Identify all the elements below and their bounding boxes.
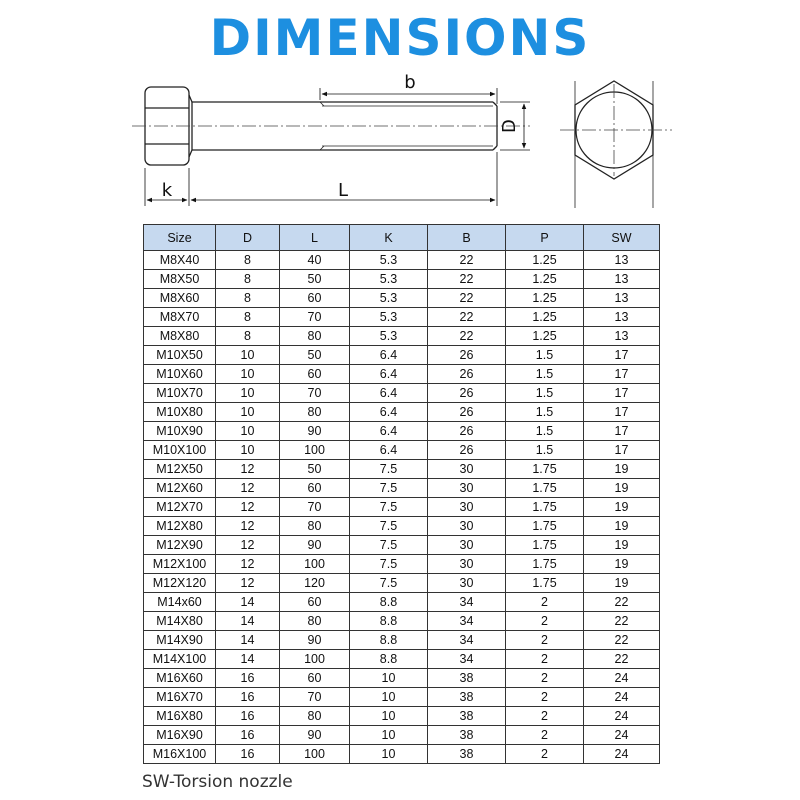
table-cell: 7.5 <box>350 498 428 517</box>
table-cell: 10 <box>216 403 280 422</box>
table-cell: 17 <box>584 384 660 403</box>
table-cell: M10X100 <box>144 441 216 460</box>
table-cell: M12X50 <box>144 460 216 479</box>
table-cell: 8.8 <box>350 650 428 669</box>
table-cell: 19 <box>584 479 660 498</box>
table-cell: 2 <box>506 612 584 631</box>
table-cell: 13 <box>584 308 660 327</box>
table-cell: 6.4 <box>350 365 428 384</box>
table-cell: 1.25 <box>506 327 584 346</box>
dimensions-table <box>143 224 660 764</box>
table-cell: 5.3 <box>350 270 428 289</box>
table-cell: 90 <box>280 631 350 650</box>
table-cell: M16X100 <box>144 745 216 764</box>
table-cell: 16 <box>216 726 280 745</box>
table-cell: 1.5 <box>506 422 584 441</box>
table-cell: 19 <box>584 536 660 555</box>
table-cell: 7.5 <box>350 555 428 574</box>
table-cell: 60 <box>280 365 350 384</box>
table-cell: 17 <box>584 422 660 441</box>
table-cell: 34 <box>428 631 506 650</box>
table-cell: 38 <box>428 707 506 726</box>
table-cell: 1.75 <box>506 555 584 574</box>
table-cell: 30 <box>428 536 506 555</box>
table-row <box>144 555 660 574</box>
table-cell: M10X50 <box>144 346 216 365</box>
table-cell: M10X70 <box>144 384 216 403</box>
column-header: B <box>428 225 506 251</box>
table-cell: M14x60 <box>144 593 216 612</box>
table-cell: 22 <box>428 270 506 289</box>
page-title: DIMENSIONS <box>209 9 591 67</box>
table-row <box>144 631 660 650</box>
table-cell: 22 <box>428 289 506 308</box>
table-row <box>144 726 660 745</box>
table-cell: 12 <box>216 517 280 536</box>
table-cell: 14 <box>216 650 280 669</box>
table-cell: 12 <box>216 555 280 574</box>
table-cell: 22 <box>428 327 506 346</box>
table-cell: 10 <box>216 346 280 365</box>
table-cell: 7.5 <box>350 574 428 593</box>
table-row <box>144 707 660 726</box>
table-cell: 6.4 <box>350 346 428 365</box>
table-cell: 22 <box>584 650 660 669</box>
footer-note: SW-Torsion nozzle <box>142 772 293 792</box>
column-header: L <box>280 225 350 251</box>
table-cell: 1.5 <box>506 384 584 403</box>
table-cell: 1.75 <box>506 479 584 498</box>
table-cell: 80 <box>280 403 350 422</box>
table-cell: 1.75 <box>506 517 584 536</box>
table-cell: 34 <box>428 650 506 669</box>
table-cell: 40 <box>280 251 350 270</box>
table-cell: M16X90 <box>144 726 216 745</box>
table-cell: 50 <box>280 460 350 479</box>
table-cell: 6.4 <box>350 403 428 422</box>
table-cell: 10 <box>350 688 428 707</box>
table-cell: 1.5 <box>506 346 584 365</box>
table-cell: 1.75 <box>506 498 584 517</box>
column-header: Size <box>144 225 216 251</box>
table-row <box>144 574 660 593</box>
table-cell: 24 <box>584 669 660 688</box>
table-cell: 1.25 <box>506 308 584 327</box>
table-cell: 50 <box>280 346 350 365</box>
table-cell: 2 <box>506 593 584 612</box>
table-row <box>144 289 660 308</box>
table-cell: 24 <box>584 688 660 707</box>
table-row <box>144 327 660 346</box>
table-cell: 22 <box>584 593 660 612</box>
table-cell: 24 <box>584 707 660 726</box>
table-cell: 2 <box>506 669 584 688</box>
table-cell: 24 <box>584 726 660 745</box>
table-cell: M8X40 <box>144 251 216 270</box>
table-cell: 34 <box>428 612 506 631</box>
label-b: b <box>404 72 416 93</box>
table-cell: 2 <box>506 707 584 726</box>
table-cell: 16 <box>216 669 280 688</box>
table-cell: 7.5 <box>350 479 428 498</box>
table-cell: 12 <box>216 574 280 593</box>
table-cell: 19 <box>584 517 660 536</box>
table-cell: 1.75 <box>506 574 584 593</box>
table-cell: 5.3 <box>350 308 428 327</box>
column-header: SW <box>584 225 660 251</box>
table-cell: 14 <box>216 593 280 612</box>
table-cell: M8X60 <box>144 289 216 308</box>
table-cell: 12 <box>216 498 280 517</box>
table-row <box>144 270 660 289</box>
table-row <box>144 593 660 612</box>
table-cell: 8.8 <box>350 612 428 631</box>
table-cell: 10 <box>216 422 280 441</box>
table-cell: 26 <box>428 403 506 422</box>
table-cell: M12X90 <box>144 536 216 555</box>
table-cell: 90 <box>280 536 350 555</box>
table-cell: 10 <box>216 365 280 384</box>
table-cell: M8X70 <box>144 308 216 327</box>
table-cell: 22 <box>584 612 660 631</box>
table-row <box>144 612 660 631</box>
table-cell: 100 <box>280 441 350 460</box>
table-row <box>144 308 660 327</box>
table-cell: 2 <box>506 688 584 707</box>
table-cell: 60 <box>280 289 350 308</box>
table-cell: 26 <box>428 422 506 441</box>
table-cell: 60 <box>280 593 350 612</box>
table-cell: 22 <box>428 308 506 327</box>
table-cell: M10X80 <box>144 403 216 422</box>
table-cell: M14X80 <box>144 612 216 631</box>
table-cell: M8X50 <box>144 270 216 289</box>
table-cell: 30 <box>428 479 506 498</box>
table-cell: 10 <box>350 669 428 688</box>
table-cell: 80 <box>280 327 350 346</box>
table-cell: 70 <box>280 384 350 403</box>
table-cell: M16X70 <box>144 688 216 707</box>
column-header: D <box>216 225 280 251</box>
table-cell: 1.5 <box>506 441 584 460</box>
table-row <box>144 536 660 555</box>
table-cell: 14 <box>216 612 280 631</box>
table-cell: 13 <box>584 289 660 308</box>
table-cell: M10X60 <box>144 365 216 384</box>
table-cell: 8 <box>216 251 280 270</box>
table-cell: 7.5 <box>350 517 428 536</box>
table-cell: 8 <box>216 289 280 308</box>
table-cell: 1.25 <box>506 270 584 289</box>
table-cell: 8.8 <box>350 593 428 612</box>
table-cell: 120 <box>280 574 350 593</box>
table-cell: 38 <box>428 745 506 764</box>
table-row <box>144 460 660 479</box>
table-cell: 1.25 <box>506 289 584 308</box>
table-cell: 30 <box>428 517 506 536</box>
table-cell: 1.5 <box>506 365 584 384</box>
table-row <box>144 403 660 422</box>
table-cell: 17 <box>584 403 660 422</box>
table-cell: 38 <box>428 669 506 688</box>
table-cell: 70 <box>280 498 350 517</box>
table-row <box>144 365 660 384</box>
table-cell: 30 <box>428 555 506 574</box>
table-cell: 5.3 <box>350 289 428 308</box>
table-row <box>144 384 660 403</box>
table-cell: 7.5 <box>350 460 428 479</box>
table-cell: 12 <box>216 479 280 498</box>
table-cell: 70 <box>280 688 350 707</box>
table-cell: 24 <box>584 745 660 764</box>
table-cell: 6.4 <box>350 441 428 460</box>
table-cell: M16X80 <box>144 707 216 726</box>
table-cell: 13 <box>584 251 660 270</box>
table-cell: 80 <box>280 517 350 536</box>
table-cell: 1.75 <box>506 460 584 479</box>
table-body <box>144 251 660 764</box>
table-cell: M12X120 <box>144 574 216 593</box>
table-cell: 26 <box>428 365 506 384</box>
bolt-head-end-view <box>560 81 672 208</box>
table-cell: 2 <box>506 726 584 745</box>
table-cell: 12 <box>216 460 280 479</box>
table-cell: 6.4 <box>350 422 428 441</box>
table-cell: 26 <box>428 346 506 365</box>
table-cell: 10 <box>216 441 280 460</box>
table-cell: 19 <box>584 460 660 479</box>
table-cell: 30 <box>428 460 506 479</box>
bolt-technical-drawing <box>0 0 800 222</box>
table-cell: 80 <box>280 707 350 726</box>
table-cell: M8X80 <box>144 327 216 346</box>
table-row <box>144 745 660 764</box>
table-row <box>144 422 660 441</box>
table-cell: 1.5 <box>506 403 584 422</box>
table-cell: 2 <box>506 631 584 650</box>
table-cell: 5.3 <box>350 327 428 346</box>
table-cell: 19 <box>584 574 660 593</box>
table-row <box>144 669 660 688</box>
table-cell: 17 <box>584 441 660 460</box>
table-cell: 30 <box>428 574 506 593</box>
table-cell: 38 <box>428 726 506 745</box>
table-cell: 10 <box>350 707 428 726</box>
table-cell: 10 <box>216 384 280 403</box>
table-row <box>144 498 660 517</box>
table-cell: 13 <box>584 270 660 289</box>
table-row <box>144 650 660 669</box>
table-cell: 16 <box>216 688 280 707</box>
table-cell: 14 <box>216 631 280 650</box>
label-l: L <box>337 180 349 201</box>
table-cell: 60 <box>280 479 350 498</box>
table-cell: 22 <box>428 251 506 270</box>
table-cell: 50 <box>280 270 350 289</box>
table-cell: 26 <box>428 384 506 403</box>
table-header-row <box>144 225 660 251</box>
table-cell: 8 <box>216 308 280 327</box>
table-cell: 16 <box>216 745 280 764</box>
table-cell: 38 <box>428 688 506 707</box>
table-cell: 8.8 <box>350 631 428 650</box>
table-cell: M14X100 <box>144 650 216 669</box>
table-cell: 16 <box>216 707 280 726</box>
table-cell: 17 <box>584 365 660 384</box>
table-cell: M12X80 <box>144 517 216 536</box>
table-cell: 19 <box>584 555 660 574</box>
table-row <box>144 346 660 365</box>
table-cell: 10 <box>350 745 428 764</box>
label-k: k <box>161 180 173 201</box>
table-cell: 100 <box>280 650 350 669</box>
table-cell: 19 <box>584 498 660 517</box>
table-row <box>144 517 660 536</box>
table-cell: M12X100 <box>144 555 216 574</box>
table-row <box>144 479 660 498</box>
table-cell: 90 <box>280 422 350 441</box>
table-row <box>144 441 660 460</box>
table-cell: 80 <box>280 612 350 631</box>
table-cell: 30 <box>428 498 506 517</box>
table-row <box>144 251 660 270</box>
table-cell: 2 <box>506 745 584 764</box>
table-cell: 6.4 <box>350 384 428 403</box>
label-d: D <box>499 119 520 133</box>
table-cell: 34 <box>428 593 506 612</box>
table-cell: 7.5 <box>350 536 428 555</box>
table-cell: 22 <box>584 631 660 650</box>
table-cell: 90 <box>280 726 350 745</box>
column-header: K <box>350 225 428 251</box>
table-cell: M10X90 <box>144 422 216 441</box>
table-cell: 8 <box>216 270 280 289</box>
table-cell: 70 <box>280 308 350 327</box>
table-cell: M12X70 <box>144 498 216 517</box>
table-cell: 26 <box>428 441 506 460</box>
table-row <box>144 688 660 707</box>
table-cell: 8 <box>216 327 280 346</box>
table-cell: 10 <box>350 726 428 745</box>
table-cell: M12X60 <box>144 479 216 498</box>
table-cell: 17 <box>584 346 660 365</box>
table-cell: 100 <box>280 555 350 574</box>
table-cell: 1.75 <box>506 536 584 555</box>
table-cell: 2 <box>506 650 584 669</box>
table-cell: 60 <box>280 669 350 688</box>
table-cell: 1.25 <box>506 251 584 270</box>
table-cell: M16X60 <box>144 669 216 688</box>
table-cell: 12 <box>216 536 280 555</box>
column-header: P <box>506 225 584 251</box>
table-cell: 100 <box>280 745 350 764</box>
table-cell: 5.3 <box>350 251 428 270</box>
table-cell: M14X90 <box>144 631 216 650</box>
table-cell: 13 <box>584 327 660 346</box>
